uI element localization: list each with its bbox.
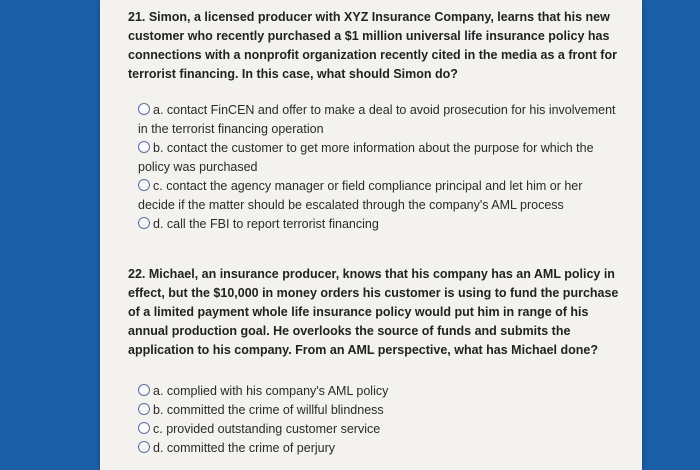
option-22-a[interactable] — [138, 382, 618, 401]
question-21-text: 21. Simon, a licensed producer with XYZ Insurance Company, learns that his new customer who recently purchased a $1 million universal life insurance policy has connections with a nonprofit organization recently cited in the media as a front for terrorist financing. In this case, what should Simon do? — [128, 10, 617, 81]
option-label: c. provided outstanding customer service — [153, 422, 381, 436]
radio-icon[interactable] — [138, 141, 150, 153]
option-label: a. contact FinCEN and offer to make a deal to avoid prosecution for his involvement in the terrorist financing operation — [138, 103, 616, 136]
option-label: c. contact the agency manager or field compliance principal and let him or her decide if the matter should be escalated through the company's AML process — [138, 179, 583, 212]
option-label: b. contact the customer to get more information about the purpose for which the policy was purchased — [138, 141, 594, 174]
option-label: d. call the FBI to report terrorist financing — [153, 217, 379, 231]
option-22-c[interactable] — [138, 420, 618, 439]
radio-icon[interactable] — [138, 441, 150, 453]
option-22-b[interactable] — [138, 401, 618, 420]
radio-icon[interactable] — [138, 422, 150, 434]
question-21-options — [138, 101, 618, 234]
option-label: b. committed the crime of willful blindness — [153, 403, 384, 417]
question-22-options — [138, 382, 618, 458]
radio-icon[interactable] — [138, 217, 150, 229]
question-sheet — [100, 0, 642, 470]
option-label: d. committed the crime of perjury — [153, 441, 336, 455]
radio-icon[interactable] — [138, 179, 150, 191]
radio-icon[interactable] — [138, 403, 150, 415]
option-21-b[interactable] — [138, 139, 618, 177]
option-22-d[interactable] — [138, 439, 618, 458]
radio-icon[interactable] — [138, 384, 150, 396]
option-21-d[interactable] — [138, 215, 618, 234]
option-21-c[interactable] — [138, 177, 618, 215]
question-22-text: 22. Michael, an insurance producer, knows that his company has an AML policy in effect, but the $10,000 in money orders his customer is using to fund the purchase of a limited payment whole life insurance policy would put him in range of his annual production goal. He overlooks the source of funds and submits the application to his company. From an AML perspective, what has Michael done? — [128, 267, 619, 357]
radio-icon[interactable] — [138, 103, 150, 115]
option-21-a[interactable] — [138, 101, 618, 139]
option-label: a. complied with his company's AML policy — [153, 384, 389, 398]
